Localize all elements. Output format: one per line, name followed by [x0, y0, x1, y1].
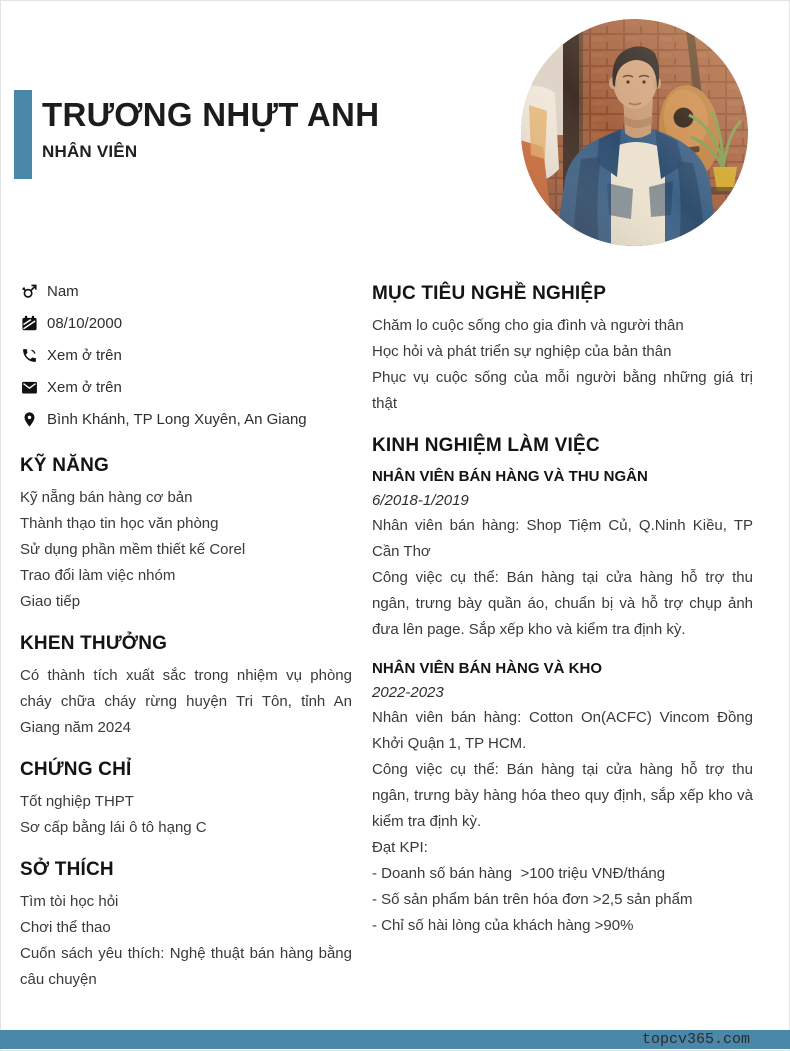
- phone-icon: [21, 347, 38, 364]
- birthday-value: 08/10/2000: [47, 314, 123, 332]
- job-kpi-item: - Doanh số bán hàng >100 triệu VNĐ/tháng: [372, 865, 666, 882]
- candidate-title: NHÂN VIÊN: [42, 142, 138, 161]
- job-kpi-item: - Số sản phẩm bán trên hóa đơn >2,5 sản phẩm: [372, 891, 693, 908]
- footer-site-url: topcv365.com: [641, 1031, 750, 1048]
- contact-row-gender: [21, 275, 357, 307]
- award-item: Có thành tích xuất sắc trong nhiệm vụ phòng cháy chữa cháy rừng huyện Tri Tôn, tỉnh An Giang năm 2024: [20, 667, 352, 736]
- skill-item: Trao đổi làm việc nhóm: [20, 567, 176, 584]
- section-experience: [372, 432, 753, 939]
- skill-item: Sử dụng phần mềm thiết kế Corel: [20, 541, 246, 558]
- section-awards: [20, 630, 352, 741]
- section-certificates: [20, 756, 352, 841]
- accent-bar: [14, 90, 32, 179]
- job-paragraph: Công việc cụ thể: Bán hàng tại cửa hàng hỗ trợ thu ngân, trưng bày quần áo, chuẩn bị và hỗ trợ chụp ảnh đưa lên page. Sắp xếp kho và kiểm tra định kỳ.: [372, 569, 753, 638]
- job-title: NHÂN VIÊN BÁN HÀNG VÀ THU NGÂN: [372, 468, 648, 485]
- skills-heading: KỸ NĂNG: [20, 455, 110, 476]
- experience-entry: [372, 657, 753, 939]
- gender-value: Nam: [47, 282, 79, 300]
- location-icon: [21, 411, 38, 428]
- phone-value: Xem ở trên: [47, 346, 122, 364]
- job-paragraph: Nhân viên bán hàng: Cotton On(ACFC) Vincom Đồng Khởi Quận 1, TP HCM.: [372, 709, 753, 752]
- skill-item: Giao tiếp: [20, 593, 81, 610]
- awards-heading: KHEN THƯỞNG: [20, 633, 168, 654]
- footer-bar: [0, 1030, 790, 1049]
- contact-row-birthday: [21, 307, 357, 339]
- skill-item: Thành thạo tin học văn phòng: [20, 515, 219, 532]
- job-paragraph: Nhân viên bán hàng: Shop Tiệm Củ, Q.Ninh Kiều, TP Cần Thơ: [372, 517, 753, 560]
- contact-row-phone: [21, 339, 357, 371]
- experience-heading: KINH NGHIỆM LÀM VIỆC: [372, 435, 600, 456]
- contact-list: [21, 275, 357, 435]
- experience-entry: [372, 465, 753, 643]
- section-skills: [20, 452, 352, 615]
- skill-item: Kỹ nẵng bán hàng cơ bản: [20, 489, 193, 506]
- job-period: 6/2018-1/2019: [372, 492, 469, 509]
- job-title: NHÂN VIÊN BÁN HÀNG VÀ KHO: [372, 660, 603, 677]
- contact-row-email: [21, 371, 357, 403]
- hobby-item: Chơi thể thao: [20, 919, 111, 936]
- header: [42, 95, 379, 162]
- job-period: 2022-2023: [372, 684, 444, 701]
- job-paragraph: Đạt KPI:: [372, 839, 428, 856]
- job-kpi-item: - Chỉ số hài lòng của khách hàng >90%: [372, 917, 634, 934]
- email-value: Xem ở trên: [47, 378, 122, 396]
- candidate-name: TRƯƠNG NHỰT ANH: [42, 96, 380, 133]
- profile-photo-illustration: [521, 19, 748, 246]
- objective-item: Học hỏi và phát triển sự nghiệp của bản thân: [372, 343, 672, 360]
- section-objective: [372, 280, 753, 417]
- certificates-heading: CHỨNG CHỈ: [20, 759, 132, 780]
- objective-item: Chăm lo cuộc sống cho gia đình và người thân: [372, 317, 684, 334]
- objective-item: Phục vụ cuộc sống của mỗi người bằng những giá trị thật: [372, 369, 753, 412]
- right-column: [372, 280, 753, 954]
- gender-icon: [21, 283, 38, 300]
- hobby-item: Tìm tòi học hỏi: [20, 893, 119, 910]
- certificate-item: Sơ cấp bằng lái ô tô hạng C: [20, 819, 207, 836]
- address-value: Bình Khánh, TP Long Xuyên, An Giang: [47, 410, 307, 428]
- left-column: [20, 452, 352, 1008]
- objective-heading: MỤC TIÊU NGHỀ NGHIỆP: [372, 283, 607, 304]
- hobbies-heading: SỞ THÍCH: [20, 859, 114, 880]
- hobby-item: Cuốn sách yêu thích: Nghệ thuật bán hàng bằng câu chuyện: [20, 945, 352, 988]
- email-icon: [21, 379, 38, 396]
- certificate-item: Tốt nghiệp THPT: [20, 793, 134, 810]
- contact-row-address: [21, 403, 357, 435]
- job-paragraph: Công việc cụ thể: Bán hàng tại cửa hàng hỗ trợ thu ngân, trưng bày hàng hóa theo quy định, sắp xếp kho và kiểm tra định kỳ.: [372, 761, 753, 830]
- calendar-icon: [21, 315, 38, 332]
- section-hobbies: [20, 856, 352, 993]
- profile-photo: [521, 19, 748, 246]
